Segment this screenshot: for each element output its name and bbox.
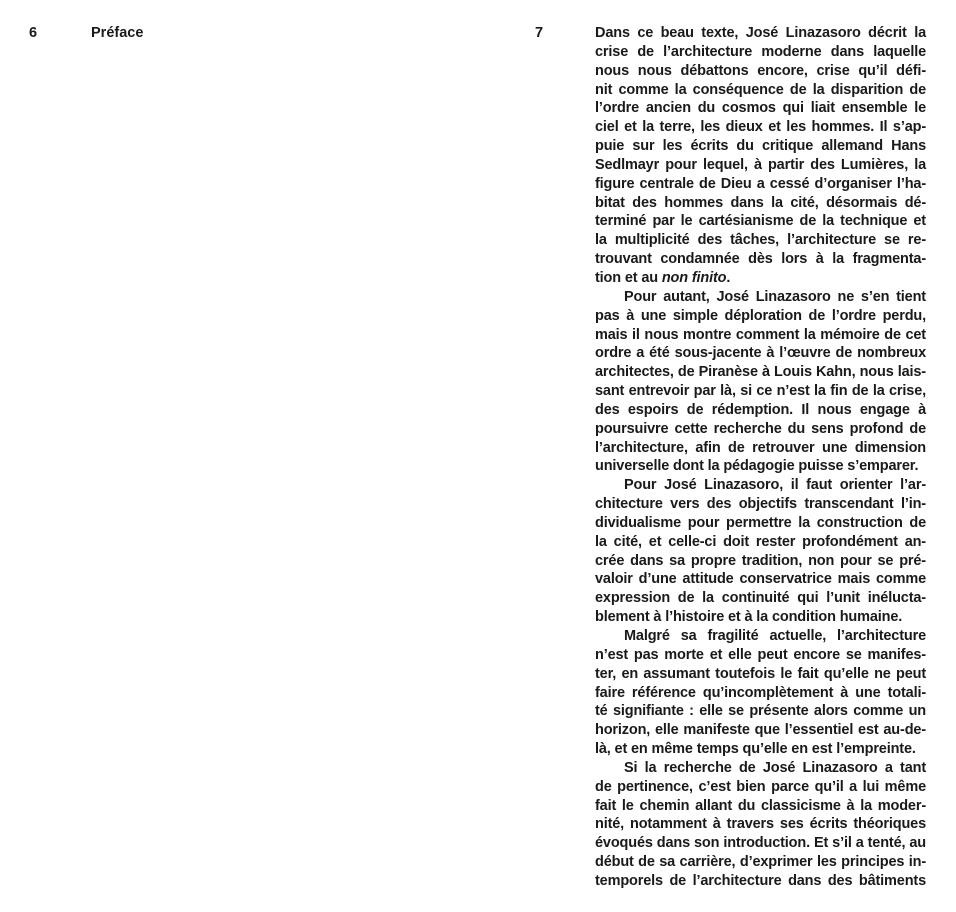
- text-line: pas à une simple déploration de l’ordre perdu,: [595, 307, 926, 324]
- text-line: dividualisme pour permettre la construction de: [595, 514, 926, 531]
- text-line: l’ordre ancien du cosmos qui liait ensemble le: [595, 100, 926, 117]
- text-line: Sedlmayr pour lequel, à partir des Lumières, la: [595, 156, 926, 173]
- text-line: ordre a été sous-jacente à l’œuvre de nombreux: [595, 345, 926, 362]
- text-line: temporels de l’architecture dans des bâtiments: [595, 872, 926, 889]
- text-line: évoqués dans son introduction. Et s’il a tenté, au: [595, 835, 926, 852]
- text-line: blement à l’histoire et à la condition humaine.: [595, 609, 903, 626]
- text-line: crée dans sa propre tradition, non pour se pré-: [595, 552, 926, 569]
- right-page: [478, 0, 956, 912]
- text-line: puie sur les écrits du critique allemand Hans: [595, 138, 926, 155]
- text-line: l’architecture, afin de retrouver une dimension: [595, 439, 926, 456]
- text-line: nit comme la conséquence de la disparition de: [595, 81, 926, 98]
- text-line: horizon, elle manifeste que l’essentiel est au-de-: [595, 722, 926, 739]
- text-line: début de sa carrière, d’exprimer les principes in-: [595, 854, 926, 871]
- text-segment: tion et au: [595, 269, 662, 286]
- text-line: ciel et la terre, les dieux et les hommes. Il s’ap-: [595, 119, 926, 136]
- text-line: n’est pas morte et elle peut encore se manifes-: [595, 646, 926, 663]
- text-line: des espoirs de rédemption. Il nous engage à: [595, 401, 926, 418]
- text-line: trouvant condamnée dès lors à la fragmenta-: [595, 251, 926, 268]
- text-segment: .: [726, 269, 731, 286]
- text-line: té signifiante : elle se présente alors comme un: [595, 703, 926, 720]
- text-line: la cité, et celle-ci doit rester profondément an-: [595, 533, 926, 550]
- text-line: bitat des hommes dans la cité, désormais dé-: [595, 194, 926, 211]
- text-line: Si la recherche de José Linazasoro a tant: [624, 759, 926, 776]
- text-line: nité, notamment à travers ses écrits théoriques: [595, 816, 926, 833]
- text-line: sant entrevoir par là, si ce n’est la fin de la crise,: [595, 383, 926, 400]
- text-line: valoir d’une attitude conservatrice mais comme: [595, 571, 926, 588]
- running-head: Préface: [91, 25, 144, 41]
- text-line: fait le chemin allant du classicisme à la moder-: [595, 797, 926, 814]
- text-line: crise de l’architecture moderne dans laquelle: [595, 43, 926, 60]
- text-line: universelle dont la pédagogie puisse s’emparer.: [595, 458, 919, 475]
- text-line: de pertinence, c’est bien parce qu’il a lui même: [595, 778, 926, 795]
- text-line: faire référence qu’incomplètement à une totali-: [595, 684, 926, 701]
- text-line: terminé par le cartésianisme de la technique et: [595, 213, 926, 230]
- text-line: [595, 269, 926, 288]
- text-line: Dans ce beau texte, José Linazasoro décrit la: [595, 25, 926, 41]
- body-text: [595, 24, 926, 891]
- text-line: expression de la continuité qui l’unit inéluctа-: [595, 590, 926, 607]
- text-line: figure centrale de Dieu a cessé d’organiser l’ha-: [595, 175, 926, 192]
- text-line: ter, en assumant toutefois le fait qu’elle ne peut: [595, 665, 926, 682]
- text-line: là, et en même temps qu’elle en est l’empreinte.: [595, 741, 916, 758]
- text-line: chitecture vers des objectifs transcendant l’in-: [595, 496, 926, 513]
- text-line: Malgré sa fragilité actuelle, l’architecture: [624, 628, 926, 644]
- text-line: poursuivre cette recherche du sens profond de: [595, 420, 926, 437]
- text-line: architectes, de Piranèse à Louis Kahn, nous lais-: [595, 364, 926, 381]
- text-line: nous nous débattons encore, crise qu’il défi-: [595, 62, 926, 79]
- text-line: la multiplicité des tâches, l’architecture se re-: [595, 232, 926, 249]
- text-line: Pour autant, José Linazasoro ne s’en tient: [624, 288, 926, 305]
- italic-term: non finito: [661, 269, 727, 286]
- text-line: mais il nous montre comment la mémoire de cet: [595, 326, 926, 343]
- text-line: Pour José Linazasoro, il faut orienter l’ar-: [624, 477, 926, 494]
- page-number-right: 7: [535, 25, 544, 41]
- page-number-left: 6: [29, 25, 38, 41]
